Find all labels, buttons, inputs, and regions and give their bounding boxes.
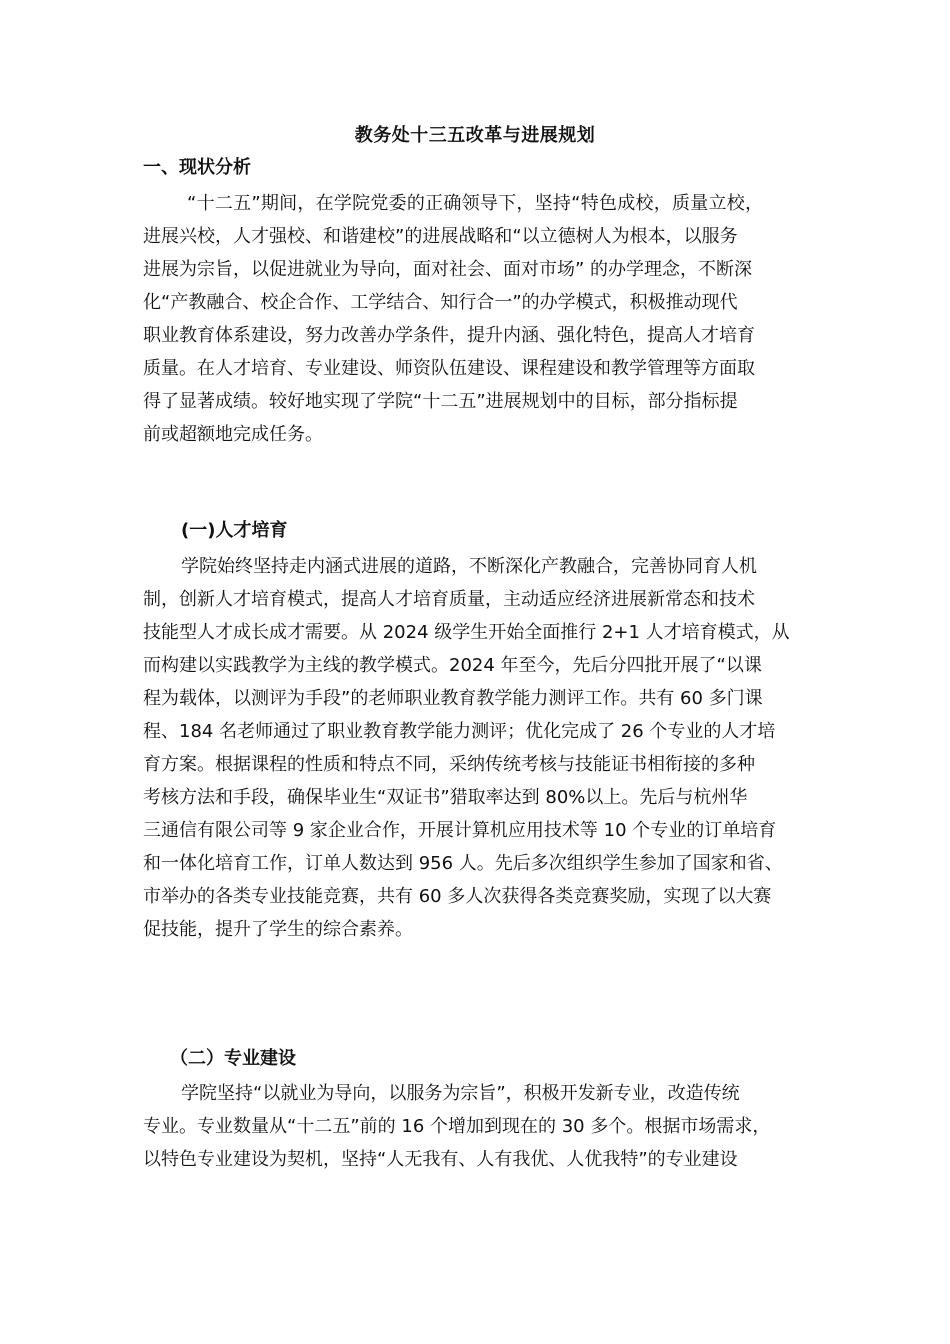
paragraph-line: 得了显著成绩。较好地实现了学院“十二五”进展规划中的目标，部分指标提: [143, 391, 738, 412]
paragraph-line: 以特色专业建设为契机，坚持“人无我有、人有我优、人优我特”的专业建设: [143, 1149, 738, 1170]
paragraph-line: 促技能，提升了学生的综合素养。: [143, 919, 413, 940]
paragraph-line: 质量。在人才培育、专业建设、师资队伍建设、课程建设和教学管理等方面取: [143, 358, 755, 379]
subsection-heading-talent-cultivation: (一)人才培育: [181, 520, 288, 541]
paragraph-line: 市举办的各类专业技能竞赛，共有 60 多人次获得各类竞赛奖励，实现了以大赛: [143, 886, 772, 907]
paragraph-status-analysis: [143, 187, 823, 451]
paragraph-line: 而构建以实践教学为主线的教学模式。2024 年至今，先后分四批开展了“以课: [143, 655, 762, 676]
paragraph-line: 职业教育体系建设，努力改善办学条件，提升内涵、强化特色，提高人才培育: [143, 325, 755, 346]
paragraph-line: 专业。专业数量从“十二五”前的 16 个增加到现在的 30 多个。根据市场需求，: [143, 1116, 771, 1137]
section-heading-status-analysis: 一、现状分析: [143, 157, 251, 178]
paragraph-line: 前或超额地完成任务。: [143, 424, 323, 445]
paragraph-line: 学院始终坚持走内涵式进展的道路，不断深化产教融合，完善协同育人机: [181, 556, 757, 577]
paragraph-line: 学院坚持“以就业为导向，以服务为宗旨”，积极开发新专业，改造传统: [181, 1083, 740, 1104]
paragraph-line: “十二五”期间，在学院党委的正确领导下，坚持“特色成校，质量立校，: [187, 193, 764, 214]
subsection-heading-program-development: （二）专业建设: [170, 1048, 296, 1069]
paragraph-line: 程、184 名老师通过了职业教育教学能力测评；优化完成了 26 个专业的人才培: [143, 721, 776, 742]
paragraph-program-development: [143, 1077, 823, 1176]
paragraph-line: 考核方法和手段，确保毕业生“双证书”猎取率达到 80%以上。先后与杭州华: [143, 787, 748, 808]
paragraph-line: 制，创新人才培育模式，提高人才培育质量，主动适应经济进展新常态和技术: [143, 589, 755, 610]
paragraph-line: 程为载体，以测评为手段”的老师职业教育教学能力测评工作。共有 60 多门课: [143, 688, 763, 709]
paragraph-line: 化“产教融合、校企合作、工学结合、知行合一”的办学模式，积极推动现代: [143, 292, 738, 313]
paragraph-line: 技能型人才成长成才需要。从 2024 级学生开始全面推行 2+1 人才培育模式，从: [143, 622, 790, 643]
paragraph-line: 进展兴校，人才强校、和谐建校”的进展战略和“以立德树人为根本，以服务: [143, 226, 738, 247]
document-title: 教务处十三五改革与进展规划: [354, 125, 596, 146]
paragraph-line: 育方案。根据课程的性质和特点不同，采纳传统考核与技能证书相衔接的多种: [143, 754, 755, 775]
paragraph-line: 三通信有限公司等 9 家企业合作，开展计算机应用技术等 10 个专业的订单培育: [143, 820, 777, 841]
paragraph-line: 和一体化培育工作，订单人数达到 956 人。先后多次组织学生参加了国家和省、: [143, 853, 783, 874]
paragraph-line: 进展为宗旨，以促进就业为导向，面对社会、面对市场” 的办学理念，不断深: [143, 259, 753, 280]
paragraph-talent-cultivation: [143, 550, 823, 946]
